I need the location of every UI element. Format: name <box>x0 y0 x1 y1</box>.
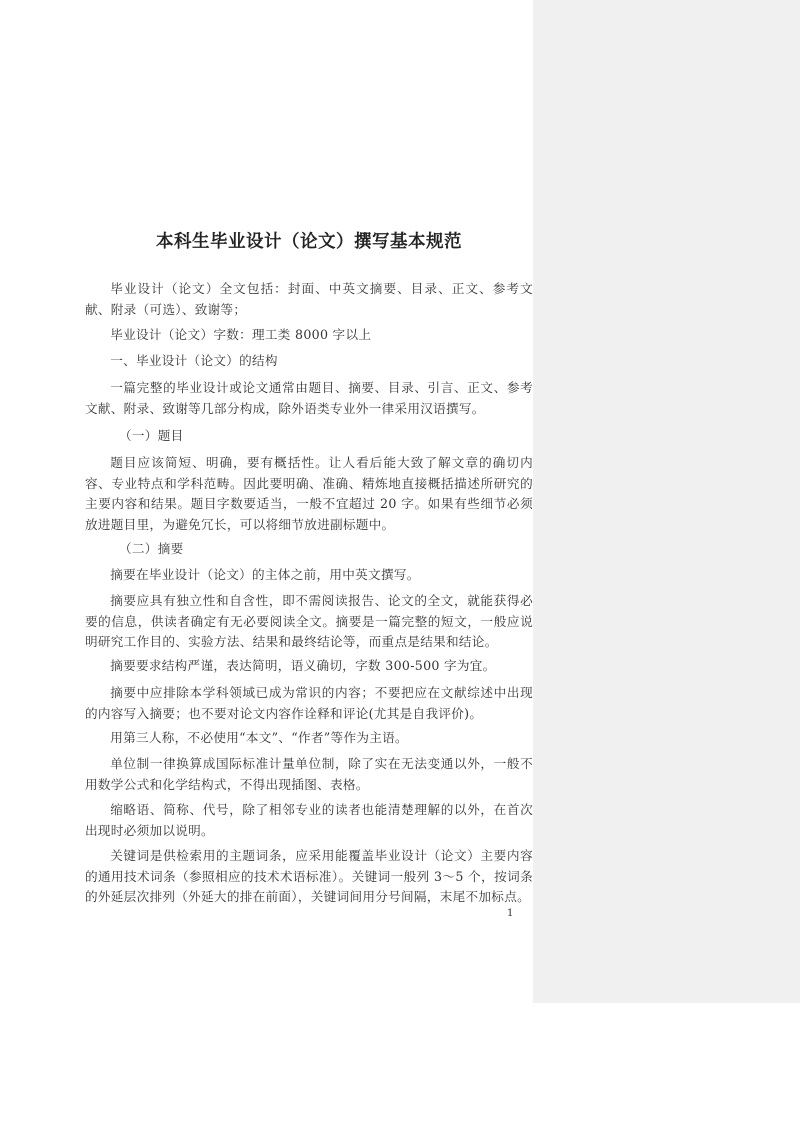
paragraph-abstract-length: 摘要要求结构严谨，表达简明，语义确切，字数 300-500 字为宜。 <box>110 658 496 673</box>
paragraph-abstract-independence: 摘要应具有独立性和自含性，即不需阅读报告、论文的全文，就能获得必要的信息，供读者确定有无必要阅读全文。摘要是一篇完整的短文，一般应说明研究工作目的、实验方法、结果和最终结论等，而重点是结果和结论。 <box>85 593 533 649</box>
paragraph-units: 单位制一律换算成国际标准计量单位制，除了实在无法变通以外，一般不用数学公式和化学结构式，不得出现插图、表格。 <box>85 756 533 792</box>
paragraph-structure: 一篇完整的毕业设计或论文通常由题目、摘要、目录、引言、正文、参考文献、附录、致谢等几部分构成，除外语类专业外一律采用汉语撰写。 <box>85 380 533 416</box>
document-page <box>85 0 533 1003</box>
comment-pane <box>533 0 800 1003</box>
paragraph-contents-overview: 毕业设计（论文）全文包括：封面、中英文摘要、目录、正文、参考文献、附录（可选）、致谢等； <box>85 281 533 317</box>
paragraph-abstract-exclusions: 摘要中应排除本学科领域已成为常识的内容；不要把应在文献综述中出现的内容写入摘要；也不要对论文内容作诠释和评论(尤其是自我评价)。 <box>85 685 533 721</box>
page-number: 1 <box>507 908 514 919</box>
subheading-title: （一）题目 <box>119 428 184 443</box>
paragraph-abbreviations: 缩略语、简称、代号，除了相邻专业的读者也能清楚理解的以外，在首次出现时必须加以说明。 <box>85 802 533 838</box>
paragraph-title-rules: 题目应该简短、明确，要有概括性。让人看后能大致了解文章的确切内容、专业特点和学科范畴。因此要明确、准确、精炼地直接概括描述所研究的主要内容和结果。题目字数要适当，一般不宜超过 20 字。如果有些细节必须放进题目里，为避免冗长，可以将细节放进副标题中。 <box>85 455 533 532</box>
paragraph-abstract-intro: 摘要在毕业设计（论文）的主体之前，用中英文撰写。 <box>110 567 420 582</box>
paragraph-keywords: 关键词是供检索用的主题词条，应采用能覆盖毕业设计（论文）主要内容的通用技术词条（参照相应的技术术语标准）。关键词一般列 3～5 个，按词条的外延层次排列（外延大的排在前面），关键词间用分号间隔，末尾不加标点。 <box>85 848 533 904</box>
document-title: 本科生毕业设计（论文）撰写基本规范 <box>156 232 462 252</box>
subheading-abstract: （二）摘要 <box>119 541 184 556</box>
paragraph-word-count: 毕业设计（论文）字数：理工类 8000 字以上 <box>110 327 372 342</box>
paragraph-third-person: 用第三人称，不必使用“本文”、“作者”等作为主语。 <box>110 730 408 745</box>
section-heading-structure: 一、毕业设计（论文）的结构 <box>110 353 278 368</box>
